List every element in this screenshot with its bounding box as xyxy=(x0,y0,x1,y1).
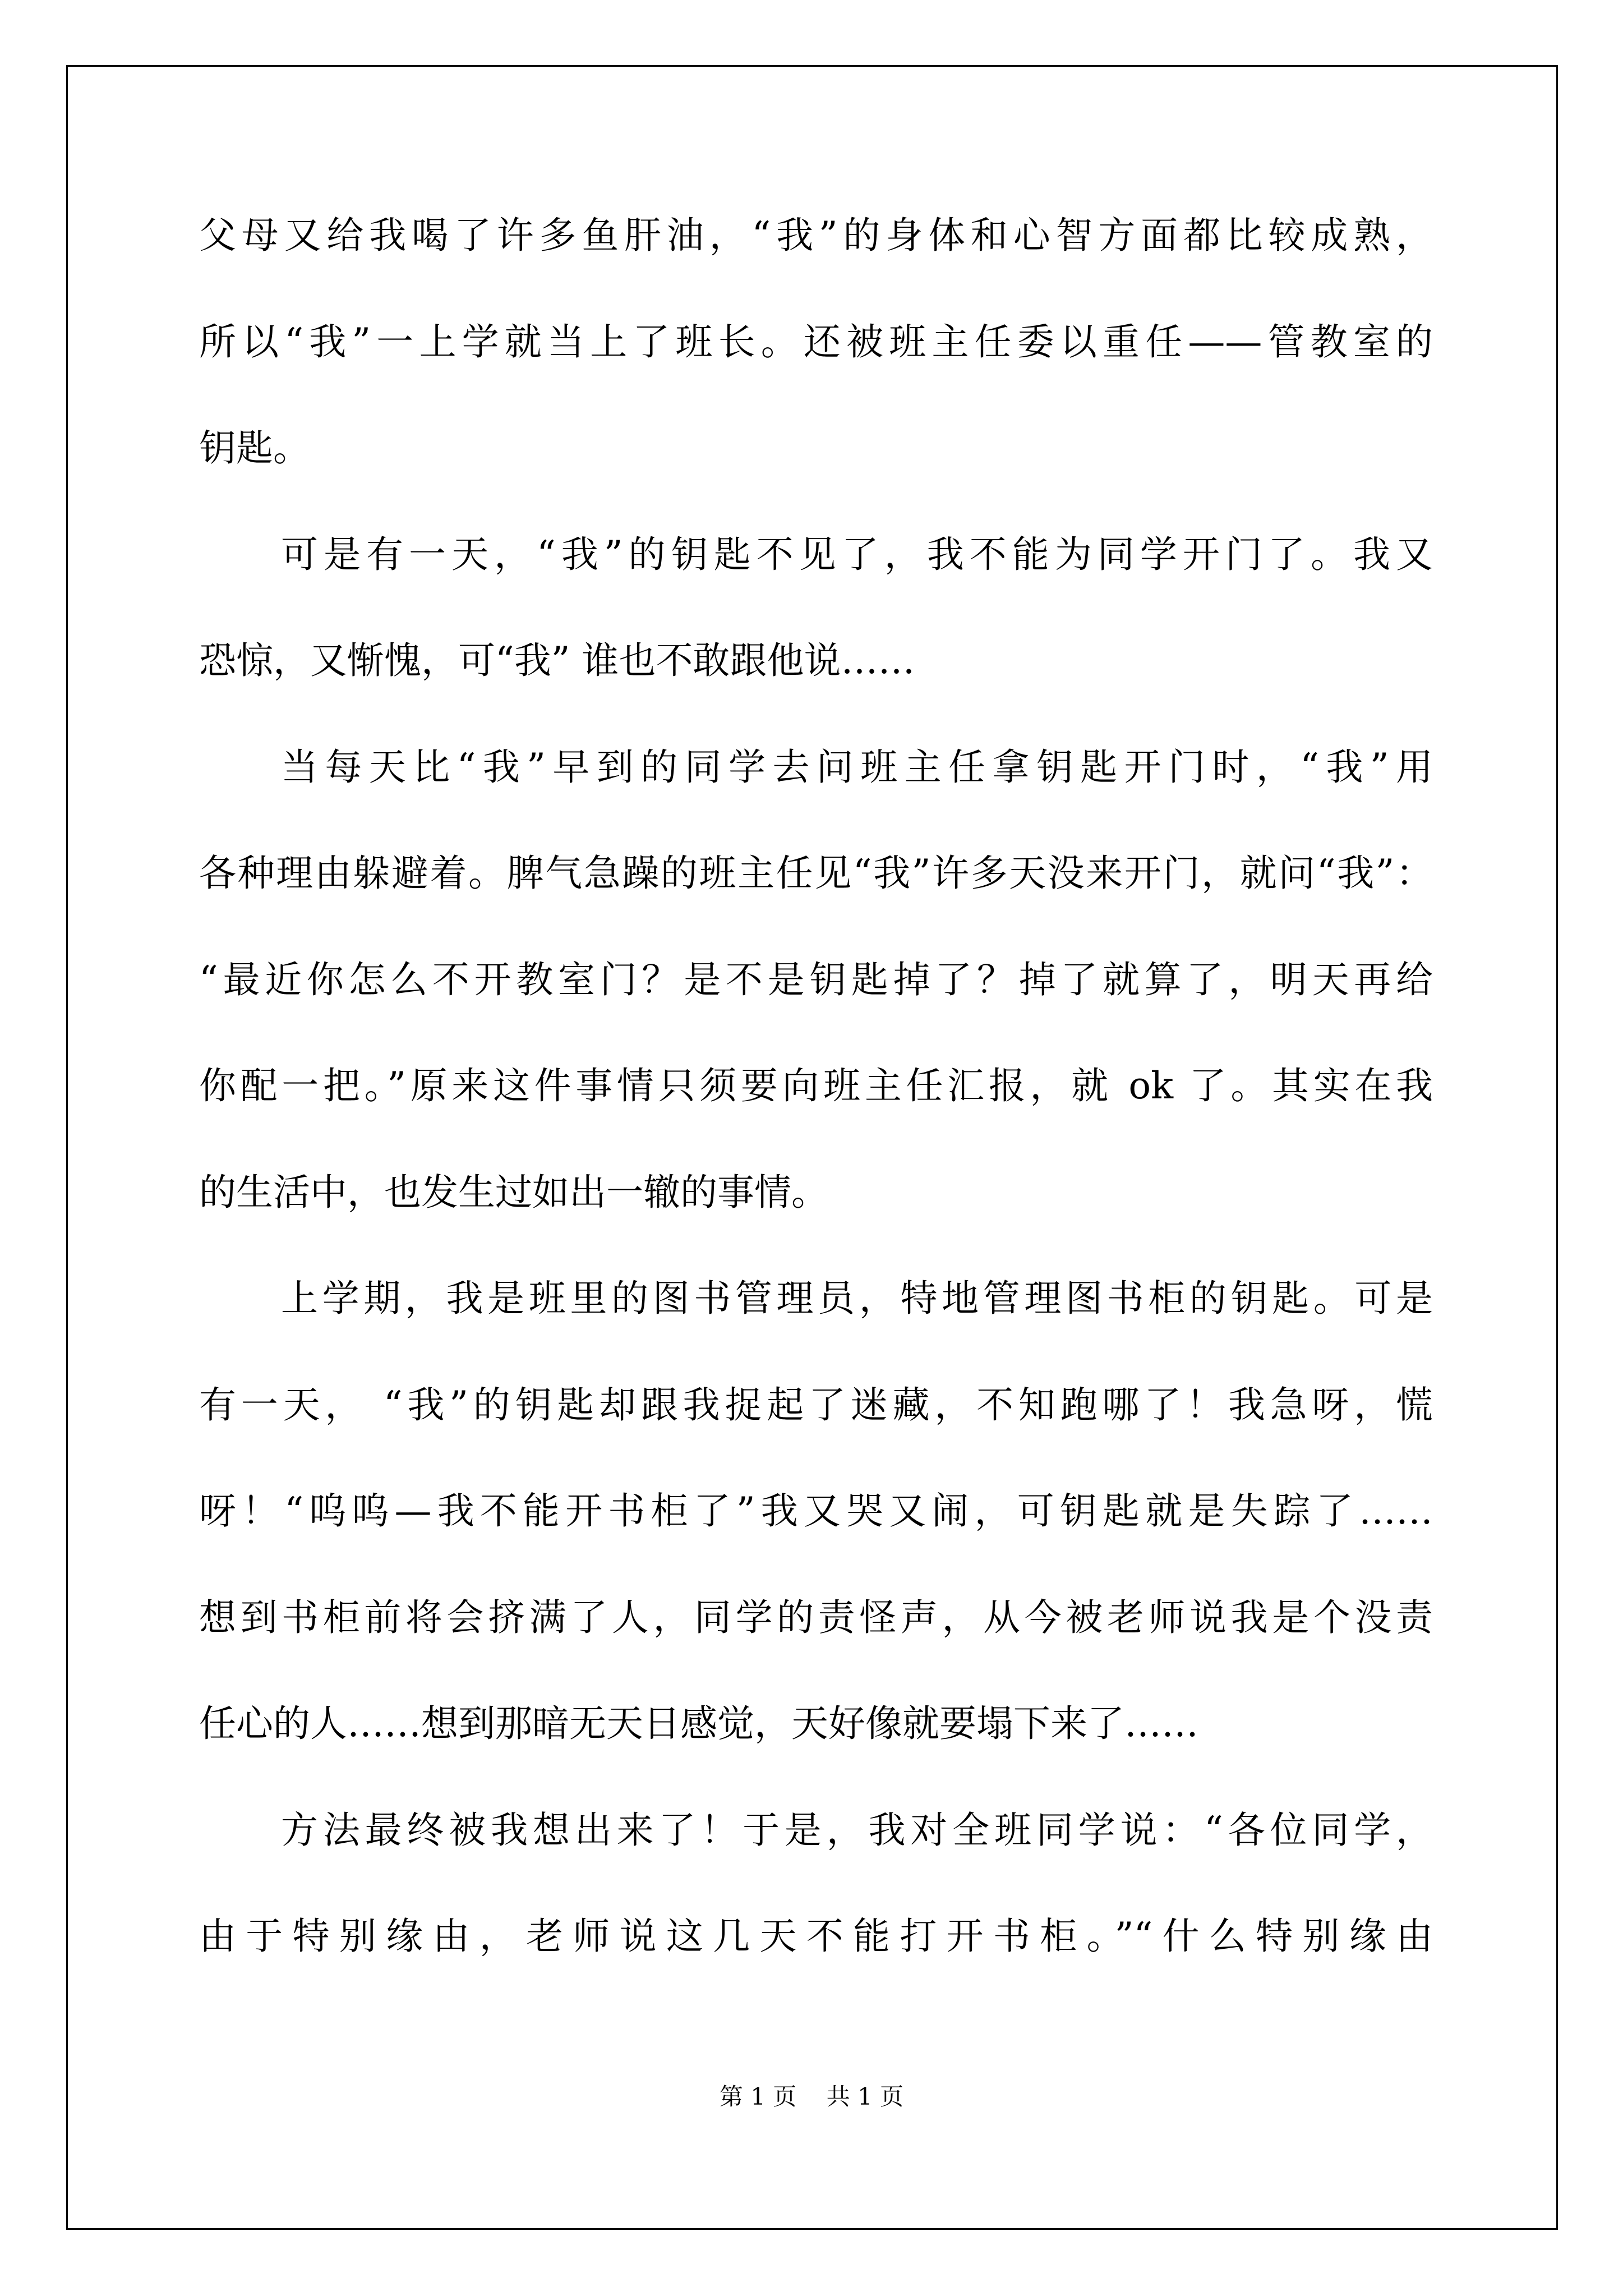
text-line-11: 上学期，我是班里的图书管理员，特地管理图书柜的钥匙。可是 xyxy=(281,1277,1433,1320)
text-line-4: 可是有一天，“我”的钥匙不见了，我不能为同学开门了。我又 xyxy=(281,532,1433,576)
text-line-16: 方法最终被我想出来了！于是，我对全班同学说：“各位同学， xyxy=(281,1808,1433,1852)
text-line-5: 恐惊，又惭愧，可“我” 谁也不敢跟他说…… xyxy=(199,639,915,682)
text-line-17: 由于特别缘由，老师说这几天不能打开书柜。”“什么特别缘由 xyxy=(199,1915,1433,1958)
text-line-6: 当每天比“我”早到的同学去问班主任拿钥匙开门时，“我”用 xyxy=(281,745,1433,789)
document-body xyxy=(199,208,1433,2015)
text-line-8: “最近你怎么不开教室门？是不是钥匙掉了？掉了就算了，明天再给 xyxy=(199,958,1433,1001)
text-line-14: 想到书柜前将会挤满了人，同学的责怪声，从今被老师说我是个没责 xyxy=(199,1595,1433,1639)
text-line-3: 钥匙。 xyxy=(199,426,310,470)
text-line-9: 你配一把。”原来这件事情只须要向班主任汇报，就 ok 了。其实在我 xyxy=(199,1064,1433,1107)
text-line-2: 所以“我”一上学就当上了班长。还被班主任委以重任——管教室的 xyxy=(199,320,1433,364)
text-line-10: 的生活中，也发生过如出一辙的事情。 xyxy=(199,1170,828,1214)
text-line-13: 呀！“呜呜—我不能开书柜了”我又哭又闹，可钥匙就是失踪了…… xyxy=(199,1489,1433,1533)
text-line-15: 任心的人……想到那暗无天日感觉，天好像就要塌下来了…… xyxy=(199,1702,1198,1745)
text-line-12: 有一天， “我”的钥匙却跟我捉起了迷藏，不知跑哪了！我急呀，慌 xyxy=(199,1383,1433,1427)
text-line-1: 父母又给我喝了许多鱼肝油，“我”的身体和心智方面都比较成熟， xyxy=(199,214,1433,257)
page-footer: 第 1 页 共 1 页 xyxy=(719,2083,904,2110)
text-line-7: 各种理由躲避着。脾气急躁的班主任见“我”许多天没来开门，就问“我”： xyxy=(199,852,1433,895)
